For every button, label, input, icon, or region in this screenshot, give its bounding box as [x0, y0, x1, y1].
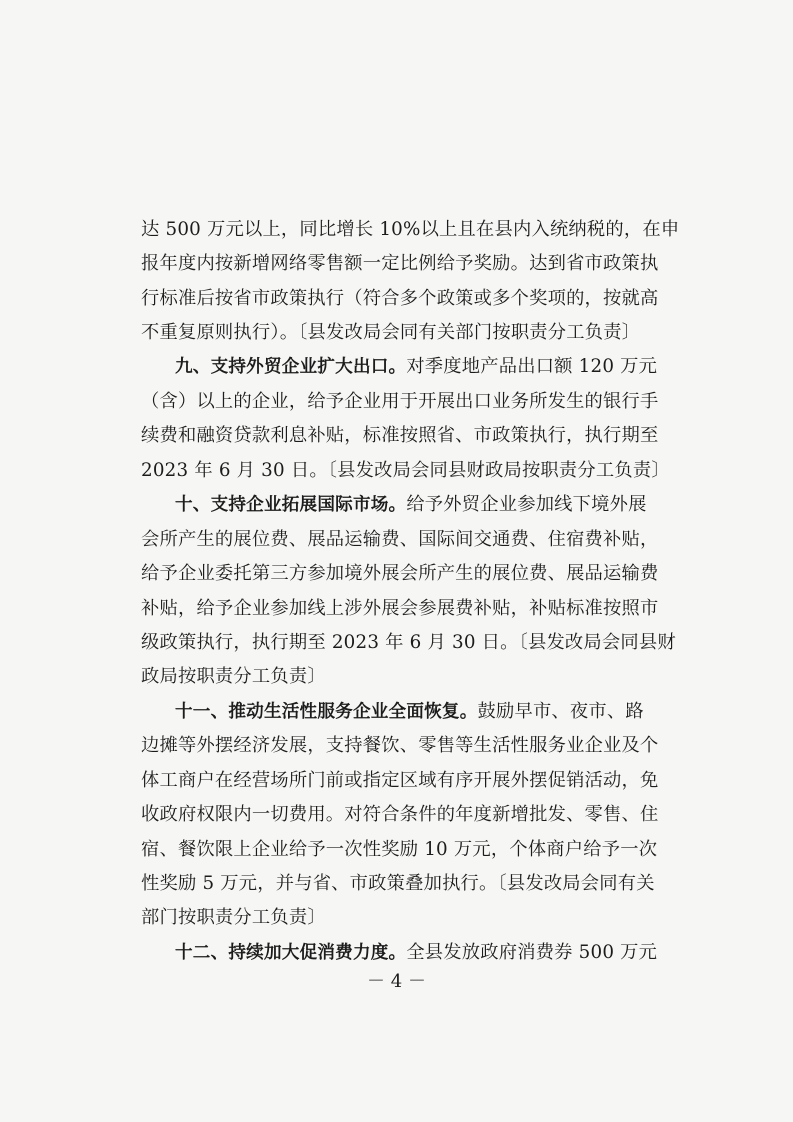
text-run: 鼓励早市、夜市、路: [477, 701, 644, 722]
text-line: 级政策执行，执行期至 2023 年 6 月 30 日。〔县发改局会同县财: [141, 632, 676, 653]
text-line: 补贴，给予企业参加线上涉外展会参展费补贴，补贴标准按照市: [141, 598, 659, 619]
section-heading: 十二、持续加大促消费力度。: [175, 943, 407, 963]
text-line: 边摊等外摆经济发展，支持餐饮、零售等生活性服务业企业及个: [141, 735, 659, 756]
text-run: 对季度地产品出口额 120 万元: [406, 356, 658, 377]
paragraph-first-line: [175, 354, 658, 380]
paragraph-first-line: [175, 699, 644, 725]
text-line: 报年度内按新增网络零售额一定比例给予奖励。达到省市政策执: [141, 253, 659, 274]
page-number: － 4 －: [367, 971, 426, 992]
text-line: 性奖励 5 万元，并与省、市政策叠加执行。〔县发改局会同有关: [141, 873, 655, 894]
paragraph-first-line: [175, 940, 658, 966]
text-line: 收政府权限内一切费用。对符合条件的年度新增批发、零售、住: [141, 804, 659, 825]
text-line: 体工商户在经营场所门前或指定区域有序开展外摆促销活动，免: [141, 770, 659, 791]
text-line: 行标准后按省市政策执行（符合多个政策或多个奖项的，按就高: [141, 288, 659, 309]
text-run: 给予外贸企业参加线下境外展: [406, 494, 647, 515]
text-run: 全县发放政府消费券 500 万元: [406, 942, 658, 963]
text-line: 会所产生的展位费、展品运输费、国际间交通费、住宿费补贴，: [141, 529, 659, 550]
text-line: 不重复原则执行）。〔县发改局会同有关部门按职责分工负责〕: [141, 322, 641, 343]
paragraph-first-line: [175, 492, 647, 518]
text-line: 政局按职责分工负责〕: [141, 666, 326, 687]
text-line: 达 500 万元以上，同比增长 10%以上且在县内入统纳税的，在申: [141, 219, 680, 240]
text-line: （含）以上的企业，给予企业用于开展出口业务所发生的银行手: [141, 391, 659, 412]
text-line: 续费和融资贷款利息补贴，标准按照省、市政策执行，执行期至: [141, 425, 659, 446]
section-heading: 九、支持外贸企业扩大出口。: [175, 357, 407, 377]
text-line: 部门按职责分工负责〕: [141, 907, 326, 928]
text-line: 2023 年 6 月 30 日。〔县发改局会同县财政局按职责分工负责〕: [141, 460, 670, 481]
text-line: 宿、餐饮限上企业给予一次性奖励 10 万元，个体商户给予一次: [141, 839, 658, 860]
section-heading: 十一、推动生活性服务企业全面恢复。: [175, 702, 478, 722]
text-line: 给予企业委托第三方参加境外展会所产生的展位费、展品运输费: [141, 563, 659, 584]
section-heading: 十、支持企业拓展国际市场。: [175, 495, 407, 515]
